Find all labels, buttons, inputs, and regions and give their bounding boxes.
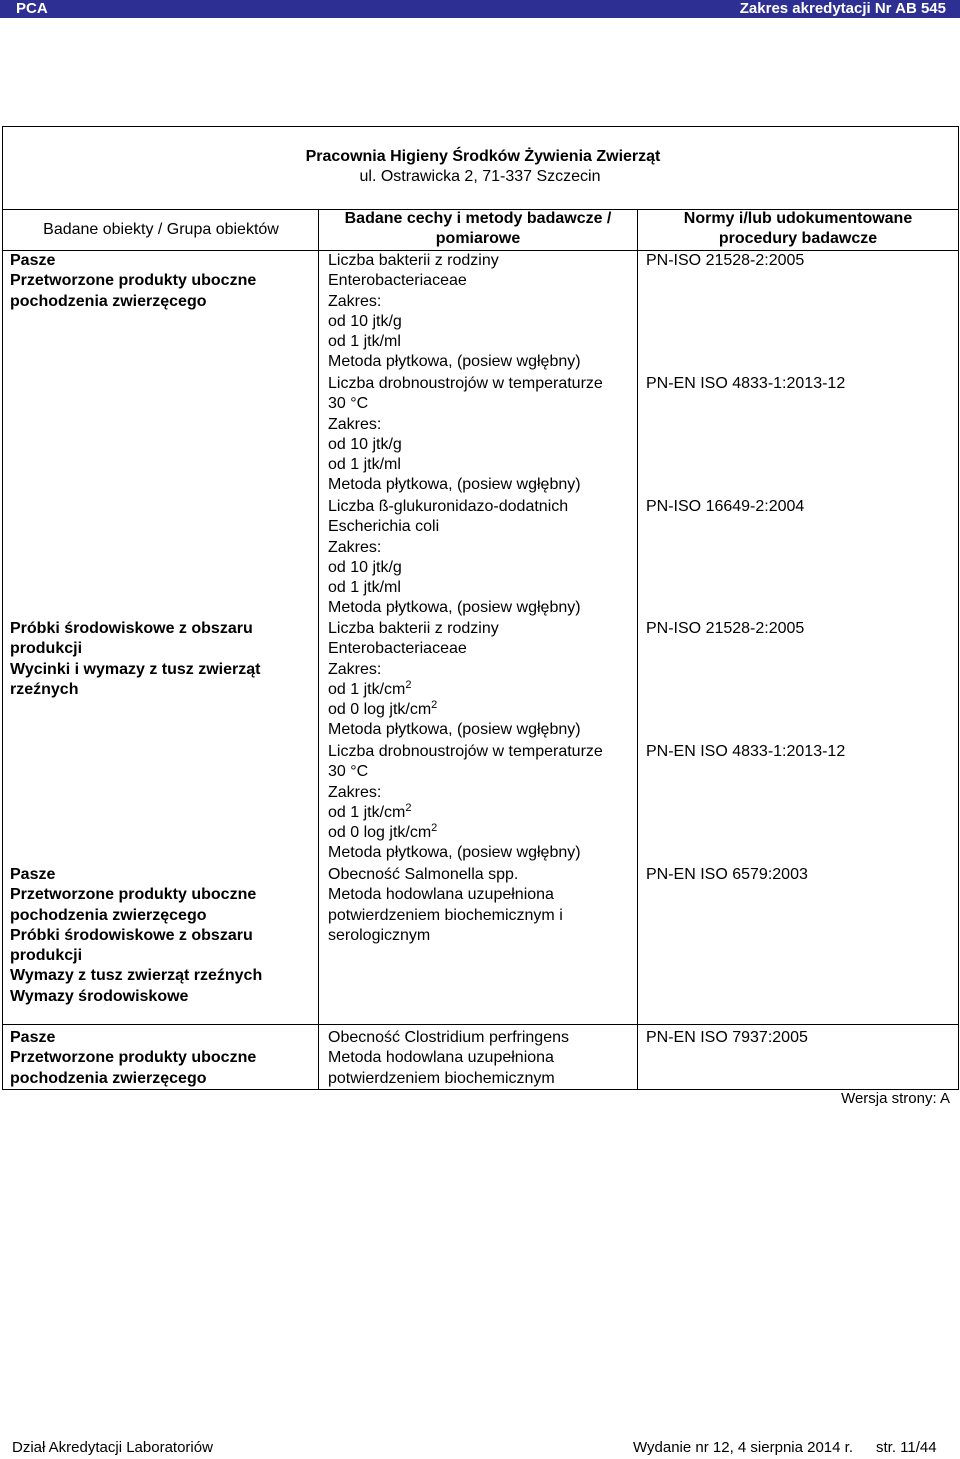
lab-address: ul. Ostrawicka 2, 71-337 Szczecin [359, 168, 601, 186]
column-header-objects: Badane obiekty / Grupa obiektów [43, 221, 279, 238]
norm-2: PN-EN ISO 4833-1:2013-12 [646, 375, 846, 392]
footer-department: Dział Akredytacji Laboratoriów [12, 1439, 213, 1456]
rule-row-separator [2, 1024, 959, 1025]
objects-group-4: Pasze Przetworzone produkty uboczne pochodzenia zwierzęcego [10, 1029, 257, 1087]
rule-col-2 [637, 209, 638, 1089]
header-pca: PCA [16, 0, 48, 17]
method-enterobacteriaceae-swabs: Liczba bakterii z rodziny Enterobacteriaceae Zakres: od 1 jtk/$cm^2$ od 0 log jtk/$cm^2$ Metoda płytkowa, (posiew wgłębny) [328, 620, 581, 739]
lab-name: Pracownia Higieny Środków Żywienia Zwierząt [305, 148, 661, 165]
norm-6: PN-EN ISO 6579:2003 [646, 866, 808, 883]
column-header-norms: Normy i/lub udokumentowane procedury badawcze [683, 210, 913, 248]
norm-7: PN-EN ISO 7937:2005 [646, 1029, 808, 1046]
header-accreditation-scope: Zakres akredytacji Nr AB 545 [739, 0, 946, 17]
top-header-bar [0, 0, 960, 18]
method-e-coli: Liczba ß-glukuronidazo-dodatnich Escherichia coli Zakres: od 10 jtk/g od 1 jtk/ml Metoda płytkowa, (posiew wgłębny) [328, 498, 581, 617]
objects-group-1: Pasze Przetworzone produkty uboczne pochodzenia zwierzęcego [10, 252, 257, 310]
method-microorganisms-30c-feed: Liczba drobnoustrojów w temperaturze 30 °C Zakres: od 10 jtk/g od 1 jtk/ml Metoda płytkowa, (posiew wgłębny) [328, 375, 603, 494]
norm-5: PN-EN ISO 4833-1:2013-12 [646, 743, 846, 760]
lab-header [2, 147, 958, 188]
method-clostridium: Obecność Clostridium perfringens Metoda hodowlana uzupełniona potwierdzeniem biochemicznym [328, 1029, 569, 1087]
method-enterobacteriaceae-feed: Liczba bakterii z rodziny Enterobacteriaceae Zakres: od 10 jtk/g od 1 jtk/ml Metoda płytkowa, (posiew wgłębny) [328, 252, 581, 371]
rule-col-1 [318, 209, 319, 1089]
norm-1: PN-ISO 21528-2:2005 [646, 252, 805, 269]
method-salmonella: Obecność Salmonella spp. Metoda hodowlana uzupełniona potwierdzeniem biochemicznym i serologicznym [328, 866, 563, 944]
footer-edition: Wydanie nr 12, 4 sierpnia 2014 r. [633, 1439, 853, 1456]
page-footer [0, 1437, 960, 1459]
method-microorganisms-30c-swabs: Liczba drobnoustrojów w temperaturze 30 °C Zakres: od 1 jtk/$cm^2$ od 0 log jtk/$cm^2$ Metoda płytkowa, (posiew wgłębny) [328, 743, 603, 862]
norm-4: PN-ISO 21528-2:2005 [646, 620, 805, 637]
column-header-methods: Badane cechy i metody badawcze / pomiarowe [344, 210, 612, 248]
objects-group-2: Próbki środowiskowe z obszaru produkcji Wycinki i wymazy z tusz zwierząt rzeźnych [10, 620, 261, 698]
objects-group-3: Pasze Przetworzone produkty uboczne pochodzenia zwierzęcego Próbki środowiskowe z obszaru produkcji Wymazy z tusz zwierząt rzeźnych Wymazy środowiskowe [10, 866, 263, 1005]
footer-page-number: str. 11/44 [876, 1439, 937, 1456]
page-version: Wersja strony: A [841, 1090, 950, 1107]
norm-3: PN-ISO 16649-2:2004 [646, 498, 805, 515]
